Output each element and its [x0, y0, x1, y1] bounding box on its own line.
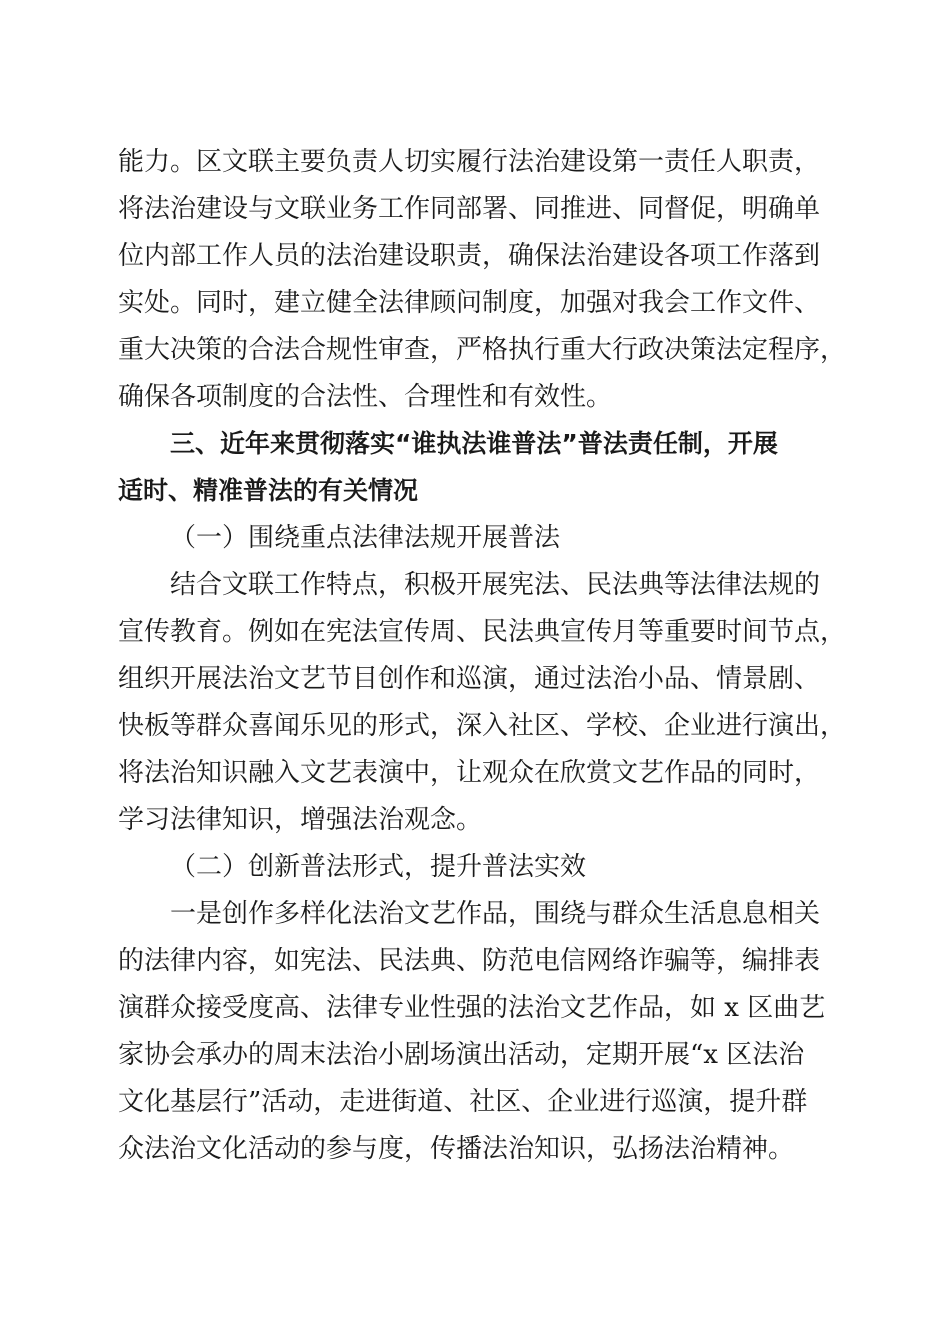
paragraph-line: 组织开展法治文艺节目创作和巡演，通过法治小品、情景剧、: [118, 664, 821, 694]
paragraph-line: 一是创作多样化法治文艺作品，围绕与群众生活息息相关: [170, 899, 821, 929]
paragraph-line: 将法治知识融入文艺表演中，让观众在欣赏文艺作品的同时，: [118, 758, 821, 788]
paragraph-line: 文化基层行”活动，走进街道、社区、企业进行巡演，提升群: [118, 1087, 808, 1117]
paragraph-line: 结合文联工作特点，积极开展宪法、民法典等法律法规的: [170, 570, 821, 600]
paragraph-line: 能力。区文联主要负责人切实履行法治建设第一责任人职责，: [118, 147, 821, 177]
paragraph-line: 众法治文化活动的参与度，传播法治知识，弘扬法治精神。: [118, 1134, 795, 1164]
paragraph-line: 演群众接受度高、法律专业性强的法治文艺作品，如 x 区曲艺: [118, 993, 826, 1023]
paragraph-line: 宣传教育。例如在宪法宣传周、民法典宣传月等重要时间节点，: [118, 617, 847, 647]
subsection-heading: （一）围绕重点法律法规开展普法: [170, 523, 561, 553]
paragraph-line: 确保各项制度的合法性、合理性和有效性。: [118, 382, 613, 412]
section-heading: 适时、精准普法的有关情况: [118, 476, 419, 505]
paragraph-line: 学习法律知识，增强法治观念。: [118, 805, 483, 835]
section-heading: 三、近年来贯彻落实“谁执法谁普法”普法责任制，开展: [170, 429, 778, 458]
paragraph-line: 位内部工作人员的法治建设职责，确保法治建设各项工作落到: [118, 241, 821, 271]
paragraph-line: 实处。同时，建立健全法律顾问制度，加强对我会工作文件、: [118, 288, 821, 318]
paragraph-line: 快板等群众喜闻乐见的形式，深入社区、学校、企业进行演出，: [118, 711, 847, 741]
subsection-heading: （二）创新普法形式，提升普法实效: [170, 852, 587, 882]
paragraph-line: 家协会承办的周末法治小剧场演出活动，定期开展“x 区法治: [118, 1040, 805, 1070]
paragraph-line: 的法律内容，如宪法、民法典、防范电信网络诈骗等，编排表: [118, 946, 821, 976]
paragraph-line: 将法治建设与文联业务工作同部署、同推进、同督促，明确单: [118, 194, 821, 224]
paragraph-line: 重大决策的合法合规性审查，严格执行重大行政决策法定程序，: [118, 335, 847, 365]
